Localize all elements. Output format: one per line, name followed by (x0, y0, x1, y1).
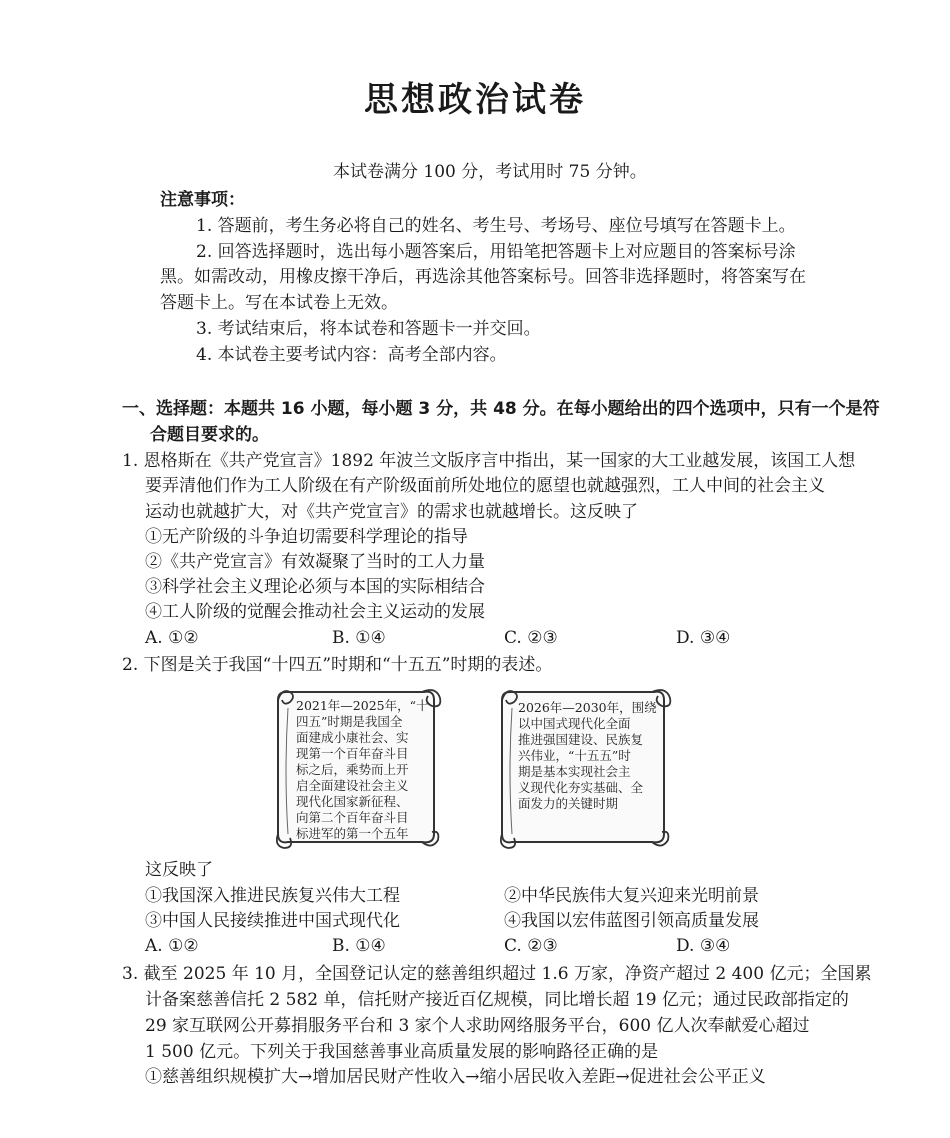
q3-stem: 29 家互联网公开募捐服务平台和 3 家个人求助网络服务平台，600 亿人次奉献爱心超过 (145, 1016, 810, 1036)
q1-choice-c[interactable]: C. ②③ (504, 628, 558, 648)
q1-stem: 要弄清他们作为工人阶级在有产阶级面前所处地位的愿望也就越强烈，工人中间的社会主义 (145, 476, 825, 496)
q1-statement: ③科学社会主义理论必须与本国的实际相结合 (145, 577, 485, 597)
q2-choice-d[interactable]: D. ③④ (676, 936, 731, 956)
scroll-left-line: 标之后，乘势而上开 (296, 762, 409, 777)
q1-stem: 运动也就越扩大，对《共产党宣言》的需求也就越增长。这反映了 (145, 502, 638, 522)
q2-choice-c[interactable]: C. ②③ (504, 936, 558, 956)
scroll-right-line: 2026年—2030年，围绕 (518, 700, 657, 715)
scroll-right-line: 面发力的关键时期 (518, 796, 619, 811)
scroll-right-line: 期是基本实现社会主 (518, 764, 631, 779)
scroll-left-line: 四五”时期是我国全 (296, 714, 403, 729)
notice-line: 4. 本试卷主要考试内容：高考全部内容。 (196, 345, 507, 365)
q1-stem: 1. 恩格斯在《共产党宣言》1892 年波兰文版序言中指出，某一国家的大工业越发展，该国工人想 (122, 451, 856, 471)
q2-stem: 2. 下图是关于我国“十四五”时期和“十五五”时期的表述。 (122, 655, 553, 675)
scroll-left-line: 标进军的第一个五年 (296, 826, 409, 841)
q1-statement: ①无产阶级的斗争迫切需要科学理论的指导 (145, 527, 468, 547)
q2-statement: ①我国深入推进民族复兴伟大工程 (145, 886, 400, 906)
scroll-right-line: 推进强国建设、民族复 (518, 732, 644, 747)
scroll-left-line: 启全面建设社会主义 (296, 778, 409, 793)
scroll-left-line: 现代化国家新征程、 (296, 794, 409, 809)
q2-statement: ③中国人民接续推进中国式现代化 (145, 911, 400, 931)
q3-stem: 1 500 亿元。下列关于我国慈善事业高质量发展的影响路径正确的是 (145, 1042, 659, 1062)
q2-statement: ④我国以宏伟蓝图引领高质量发展 (504, 911, 759, 931)
q2-reflect: 这反映了 (145, 860, 213, 880)
q2-statement: ②中华民族伟大复兴迎来光明前景 (504, 886, 759, 906)
q2-choice-a[interactable]: A. ①② (145, 936, 199, 956)
notice-line: 答题卡上。写在本试卷上无效。 (160, 293, 398, 313)
scroll-right-line: 以中国式现代化全面 (518, 716, 631, 731)
q3-stem: 3. 截至 2025 年 10 月，全国登记认定的慈善组织超过 1.6 万家，净资产超过 2 400 亿元；全国累 (122, 964, 872, 984)
notice-line: 2. 回答选择题时，选出每小题答案后，用铅笔把答题卡上对应题目的答案标号涂 (196, 242, 796, 262)
scroll-right (496, 684, 674, 850)
section-heading: 一、选择题：本题共 16 小题，每小题 3 分，共 48 分。在每小题给出的四个选项中，只有一个是符 (122, 399, 880, 419)
scroll-right-line: 义现代化夯实基础、全 (518, 780, 644, 795)
q3-stem: 计备案慈善信托 2 582 单，信托财产接近百亿规模，同比增长超 19 亿元；通过民政部指定的 (145, 990, 849, 1010)
q1-choice-d[interactable]: D. ③④ (676, 628, 731, 648)
scroll-right-line: 兴伟业，“十五五”时 (518, 748, 631, 763)
q1-statement: ④工人阶级的觉醒会推动社会主义运动的发展 (145, 602, 485, 622)
q1-statement: ②《共产党宣言》有效凝聚了当时的工人力量 (145, 552, 485, 572)
q1-choice-a[interactable]: A. ①② (145, 628, 199, 648)
scroll-left-line: 现第一个百年奋斗目 (296, 746, 409, 761)
exam-info: 本试卷满分 100 分，考试用时 75 分钟。 (333, 162, 647, 182)
section-heading: 合题目要求的。 (150, 425, 269, 445)
q2-choice-b[interactable]: B. ①④ (332, 936, 386, 956)
notice-line: 3. 考试结束后，将本试卷和答题卡一并交回。 (196, 319, 541, 339)
notice-line: 黑。如需改动，用橡皮擦干净后，再选涂其他答案标号。回答非选择题时，将答案写在 (160, 267, 806, 287)
scroll-left-line: 向第二个百年奋斗目 (296, 810, 409, 825)
q3-statement: ①慈善组织规模扩大→增加居民财产性收入→缩小居民收入差距→促进社会公平正义 (145, 1067, 766, 1087)
scroll-left (272, 684, 444, 850)
scroll-left-line: 2021年—2025年，“十 (296, 698, 429, 713)
notice-heading: 注意事项： (160, 190, 245, 210)
scroll-left-line: 面建成小康社会、实 (296, 730, 409, 745)
notice-line: 1. 答题前，考生务必将自己的姓名、考生号、考场号、座位号填写在答题卡上。 (196, 216, 796, 236)
q1-choice-b[interactable]: B. ①④ (332, 628, 386, 648)
page-title: 思想政治试卷 (364, 80, 586, 120)
